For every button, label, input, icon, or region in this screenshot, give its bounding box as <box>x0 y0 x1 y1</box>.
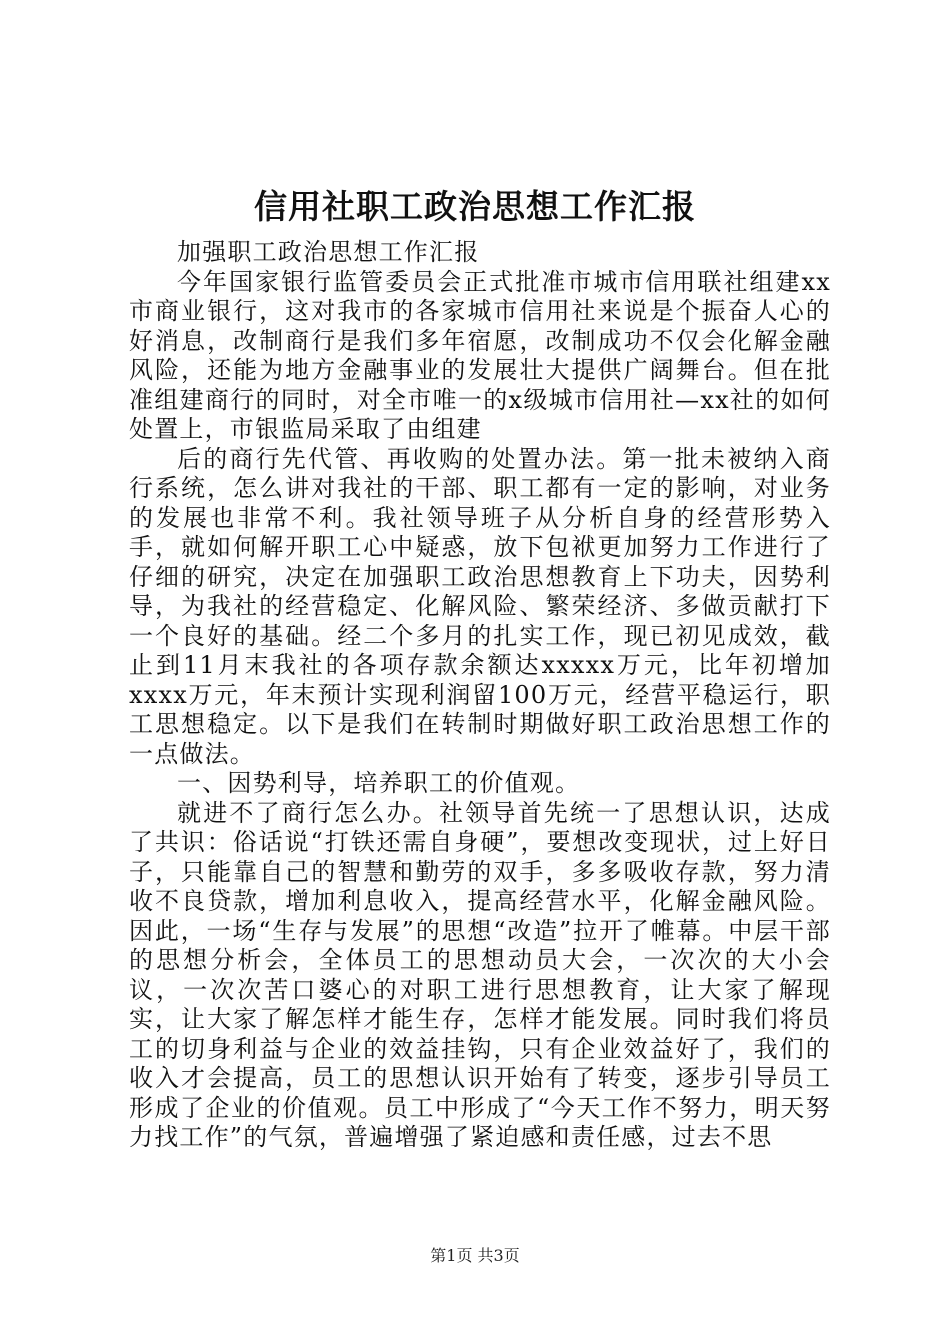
section-heading: 一、因势利导，培养职工的价值观。 <box>177 769 581 797</box>
body-paragraph: 今年国家银行监管委员会正式批准市城市信用联社组建xx市商业银行，这对我市的各家城市信用社来说是个振奋人心的好消息，改制商行是我们多年宿愿，改制成功不仅会化解金融风险，还能为地方金融事业的发展壮大提供广阔舞台。但在批准组建商行的同时，对全市唯一的x级城市信用社—xx社的如何处置上，市银监局采取了由组建 <box>129 267 831 443</box>
body-paragraph: 就进不了商行怎么办。社领导首先统一了思想认识，达成了共识：俗话说“打铁还需自身硬”，要想改变现状，过上好日子，只能靠自己的智慧和勤劳的双手，多多吸收存款，努力清收不良贷款，增加利息收入，提高经营水平，化解金融风险。因此，一场“生存与发展”的思想“改造”拉开了帷幕。中层干部的思想分析会，全体员工的思想动员大会，一次次的大小会议，一次次苦口婆心的对职工进行思想教育，让大家了解现实，让大家了解怎样才能生存，怎样才能发展。同时我们将员工的切身利益与企业的效益挂钩，只有企业效益好了，我们的收入才会提高，员工的思想认识开始有了转变，逐步引导员工形成了企业的价值观。员工中形成了“今天工作不努力，明天努力找工作”的气氛，普遍增强了紧迫感和责任感，过去不思 <box>129 798 831 1151</box>
document-title: 信用社职工政治思想工作汇报 <box>254 187 696 226</box>
body-paragraph: 后的商行先代管、再收购的处置办法。第一批未被纳入商行系统，怎么讲对我社的干部、职工都有一定的影响，对业务的发展也非常不利。我社领导班子从分析自身的经营形势入手，就如何解开职工心中疑惑，放下包袱更加努力工作进行了仔细的研究，决定在加强职工政治思想教育上下功夫，因势利导，为我社的经营稳定、化解风险、繁荣经济、多做贡献打下一个良好的基础。经二个多月的扎实工作，现已初见成效，截止到11月末我社的各项存款余额达xxxxx万元，比年初增加xxxx万元，年末预计实现利润留100万元，经营平稳运行，职工思想稳定。以下是我们在转制时期做好职工政治思想工作的一点做法。 <box>129 444 831 768</box>
page-number: 第1页 共3页 <box>430 1246 520 1265</box>
document-body <box>129 238 831 1153</box>
subtitle-paragraph: 加强职工政治思想工作汇报 <box>177 238 480 266</box>
